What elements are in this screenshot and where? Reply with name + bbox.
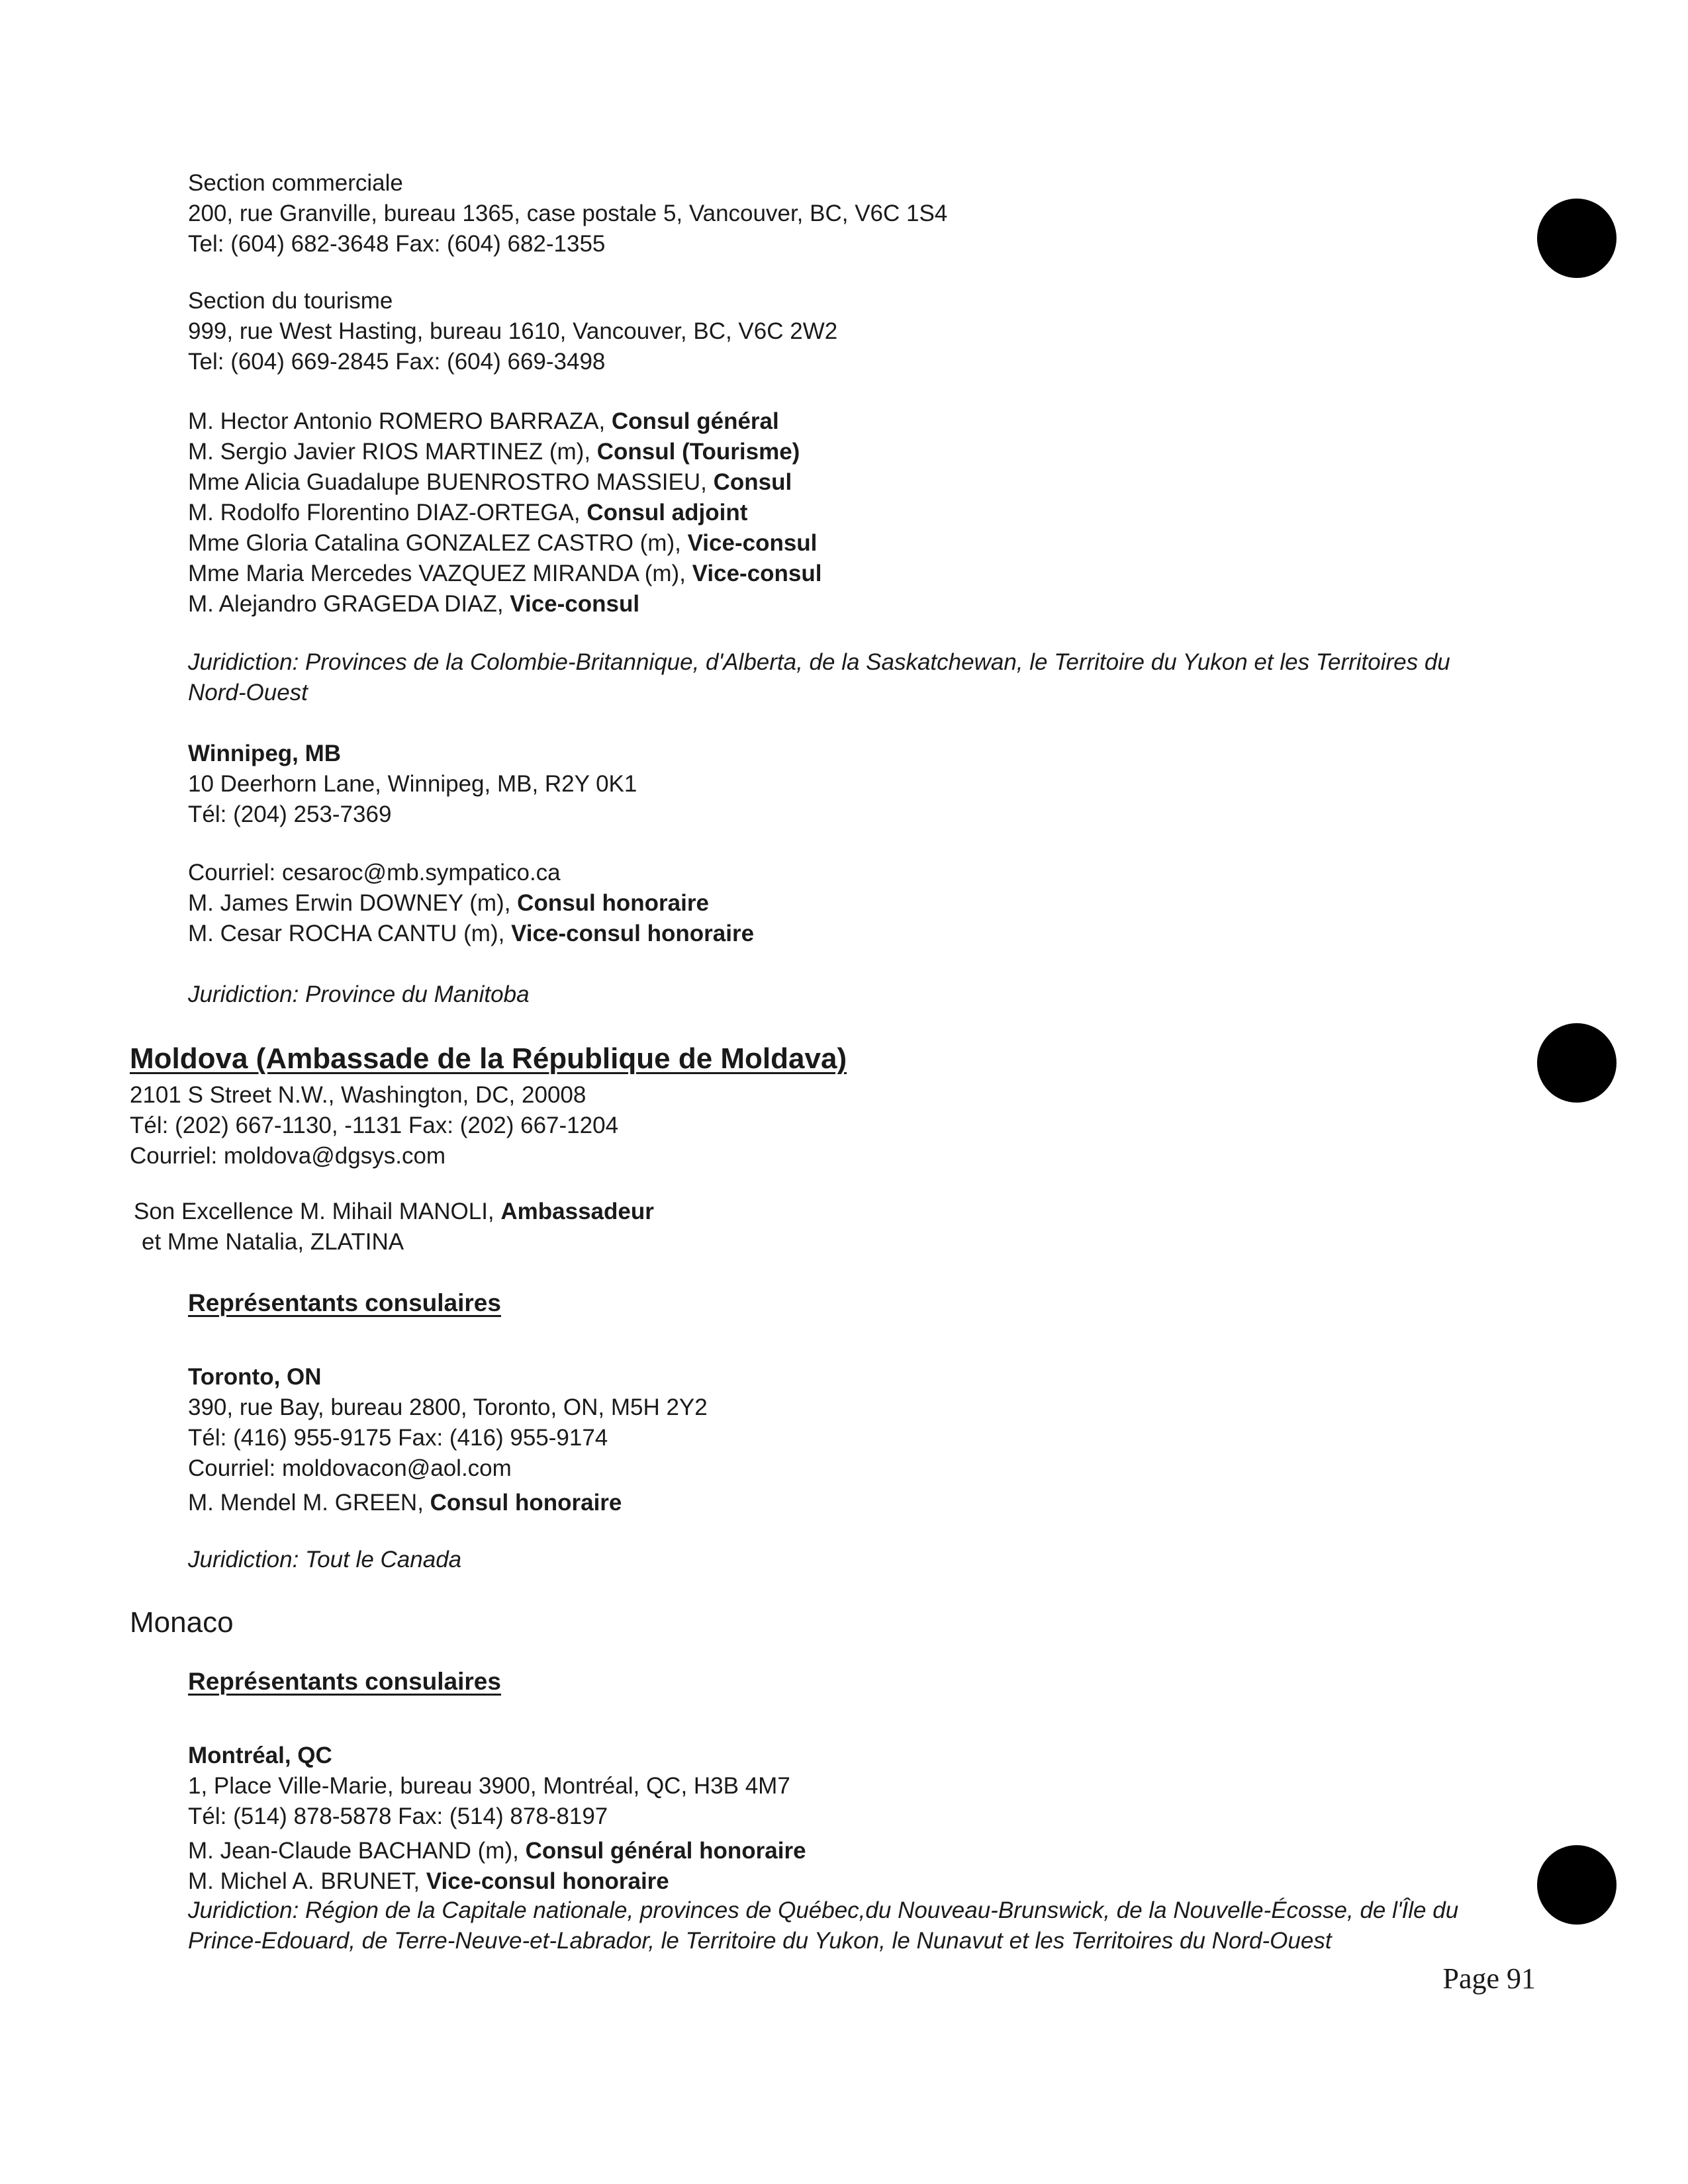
- vancouver-jurisdiction: [188, 647, 1512, 708]
- staff-entry: [188, 1488, 1532, 1518]
- moldova-consular-heading: [188, 1288, 1532, 1318]
- staff-name: M. Rodolfo Florentino DIAZ-ORTEGA,: [188, 500, 587, 525]
- staff-name: M. Michel A. BRUNET,: [188, 1868, 426, 1894]
- ambassador-spouse: et Mme Natalia, ZLATINA: [142, 1229, 404, 1255]
- country-heading: Moldova (Ambassade de la République de Moldava): [130, 1042, 847, 1075]
- staff-role: Vice-consul honoraire: [511, 921, 755, 946]
- staff-entry: [188, 467, 1532, 498]
- office-city: Winnipeg, MB: [188, 741, 342, 766]
- office-address: 390, rue Bay, bureau 2800, Toronto, ON, M5H 2Y2: [188, 1394, 708, 1420]
- section-phone: Tel: (604) 682-3648 Fax: (604) 682-1355: [188, 231, 606, 257]
- staff-role: Consul (Tourisme): [596, 439, 800, 465]
- staff-role: Vice-consul honoraire: [426, 1868, 669, 1894]
- ambassador-entry: [134, 1197, 1524, 1227]
- staff-entry: [188, 528, 1532, 559]
- staff-name: M. Cesar ROCHA CANTU (m),: [188, 921, 512, 946]
- moldova-embassy: [130, 1040, 1520, 1077]
- office-phone: Tél: (204) 253-7369: [188, 801, 392, 827]
- punch-hole-middle: [1537, 1023, 1617, 1103]
- staff-name: Mme Alicia Guadalupe BUENROSTRO MASSIEU,: [188, 469, 714, 495]
- toronto-jurisdiction: [188, 1545, 1532, 1575]
- punch-hole-bottom: [1537, 1845, 1617, 1925]
- staff-name: M. Sergio Javier RIOS MARTINEZ (m),: [188, 439, 597, 465]
- consular-heading: Représentants consulaires: [188, 1289, 501, 1316]
- moldova-ambassador: [134, 1197, 1524, 1257]
- montreal-office: [188, 1741, 1532, 1897]
- staff-entry: [188, 1866, 1532, 1897]
- page-number: Page 91: [1442, 1962, 1536, 1995]
- tourism-section: [188, 286, 1532, 377]
- office-email: Courriel: moldovacon@aol.com: [188, 1455, 512, 1481]
- section-title: Section commerciale: [188, 170, 403, 196]
- embassy-email: Courriel: moldova@dgsys.com: [130, 1143, 446, 1169]
- office-email: Courriel: cesaroc@mb.sympatico.ca: [188, 860, 561, 886]
- office-city: Montréal, QC: [188, 1743, 332, 1768]
- staff-entry: [188, 437, 1532, 467]
- embassy-phone: Tél: (202) 667-1130, -1131 Fax: (202) 667-1204: [130, 1113, 619, 1138]
- toronto-office: [188, 1362, 1532, 1518]
- staff-role: Consul honoraire: [517, 890, 709, 916]
- montreal-jurisdiction: [188, 1895, 1512, 1956]
- commercial-section: [188, 168, 1532, 259]
- staff-role: Vice-consul: [692, 561, 822, 586]
- section-phone: Tel: (604) 669-2845 Fax: (604) 669-3498: [188, 349, 606, 375]
- section-address: 999, rue West Hasting, bureau 1610, Vancouver, BC, V6C 2W2: [188, 318, 838, 344]
- staff-name: M. Mendel M. GREEN,: [188, 1490, 430, 1516]
- staff-name: Mme Gloria Catalina GONZALEZ CASTRO (m),: [188, 530, 688, 556]
- staff-role: Vice-consul: [687, 530, 818, 556]
- office-city: Toronto, ON: [188, 1364, 322, 1390]
- staff-role: Vice-consul: [510, 591, 640, 617]
- country-heading: Monaco: [130, 1606, 234, 1639]
- staff-name: M. James Erwin DOWNEY (m),: [188, 890, 518, 916]
- office-address: 1, Place Ville-Marie, bureau 3900, Montréal, QC, H3B 4M7: [188, 1773, 790, 1799]
- staff-role: Consul honoraire: [430, 1490, 622, 1516]
- staff-entry: [188, 888, 1532, 919]
- staff-name: M. Hector Antonio ROMERO BARRAZA,: [188, 408, 612, 434]
- staff-name: Mme Maria Mercedes VAZQUEZ MIRANDA (m),: [188, 561, 692, 586]
- winnipeg-contacts: [188, 858, 1532, 949]
- staff-entry: [188, 919, 1532, 949]
- winnipeg-office: [188, 739, 1532, 830]
- office-address: 10 Deerhorn Lane, Winnipeg, MB, R2Y 0K1: [188, 771, 637, 797]
- jurisdiction-text: Juridiction: Provinces de la Colombie-Britannique, d'Alberta, de la Saskatchewan, le Territoire du Yukon et les Territoires du Nord-Ouest: [188, 649, 1450, 705]
- staff-entry: [188, 559, 1532, 589]
- office-phone: Tél: (514) 878-5878 Fax: (514) 878-8197: [188, 1803, 608, 1829]
- staff-role: Consul général honoraire: [525, 1838, 806, 1864]
- staff-name: M. Jean-Claude BACHAND (m),: [188, 1838, 526, 1864]
- staff-entry: [188, 589, 1532, 619]
- punch-hole-top: [1537, 199, 1617, 278]
- jurisdiction-text: Juridiction: Province du Manitoba: [188, 981, 530, 1007]
- section-title: Section du tourisme: [188, 288, 393, 314]
- embassy-address: 2101 S Street N.W., Washington, DC, 20008: [130, 1082, 586, 1108]
- jurisdiction-text: Juridiction: Tout le Canada: [188, 1547, 462, 1572]
- staff-role: Consul général: [611, 408, 779, 434]
- staff-entry: [188, 1836, 1532, 1866]
- monaco-section: [130, 1604, 1520, 1641]
- staff-role: Consul: [713, 469, 792, 495]
- jurisdiction-text: Juridiction: Région de la Capitale nationale, provinces de Québec,du Nouveau-Brunswick, de la Nouvelle-Écosse, de l'Île du Prince-Edouard, de Terre-Neuve-et-Labrador, le Territoire du Yukon, le Nunavut et les Territoires du Nord-Ouest: [188, 1897, 1459, 1954]
- vancouver-staff-list: [188, 406, 1532, 619]
- ambassador-name: Son Excellence M. Mihail MANOLI,: [134, 1199, 501, 1224]
- ambassador-role: Ambassadeur: [500, 1199, 654, 1224]
- staff-entry: [188, 406, 1532, 437]
- staff-entry: [188, 498, 1532, 528]
- consular-heading: Représentants consulaires: [188, 1668, 501, 1695]
- moldova-contact: [130, 1080, 1520, 1171]
- winnipeg-jurisdiction: [188, 979, 1532, 1010]
- monaco-consular-heading: [188, 1666, 1532, 1697]
- staff-name: M. Alejandro GRAGEDA DIAZ,: [188, 591, 510, 617]
- staff-role: Consul adjoint: [586, 500, 748, 525]
- office-phone: Tél: (416) 955-9175 Fax: (416) 955-9174: [188, 1425, 608, 1451]
- section-address: 200, rue Granville, bureau 1365, case postale 5, Vancouver, BC, V6C 1S4: [188, 201, 948, 226]
